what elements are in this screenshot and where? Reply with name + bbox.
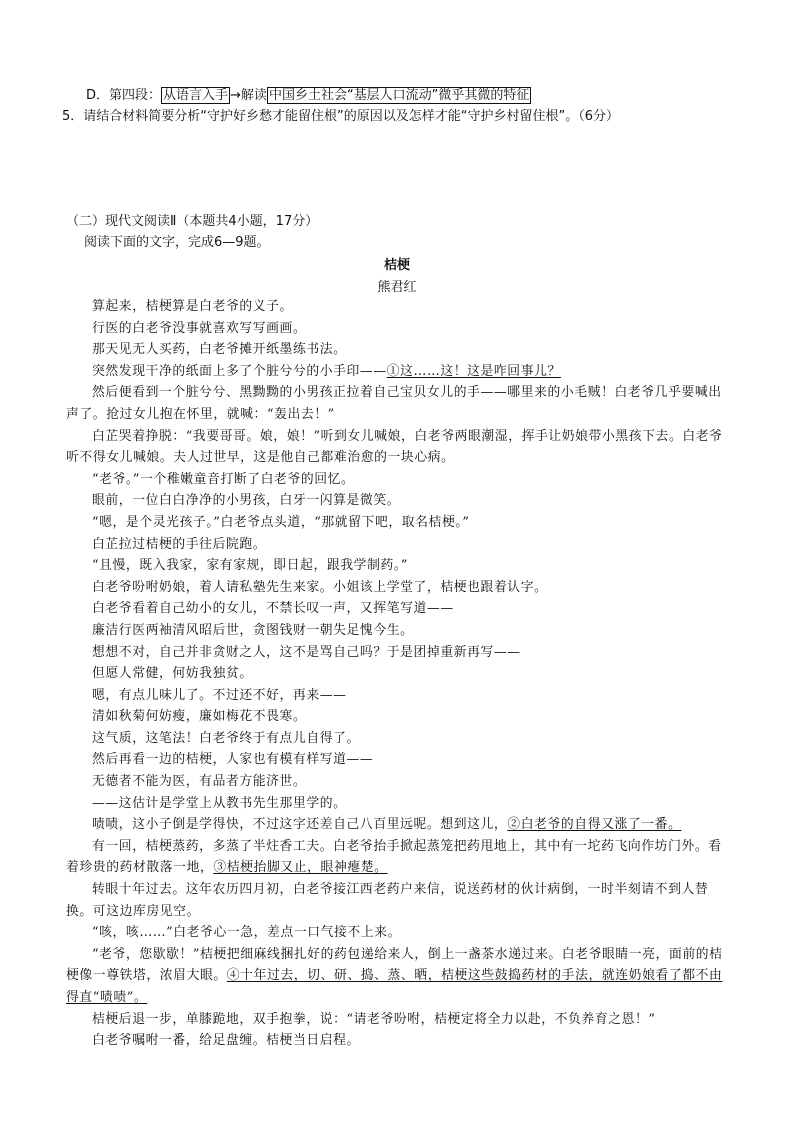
question-d-prefix: D．第四段： [86, 88, 162, 103]
paragraph: 清如秋菊何妨瘦，廉如梅花不畏寒。 [92, 709, 307, 725]
paragraph: 那天见无人买药，白老爷摊开纸墨练书法。 [92, 342, 347, 358]
question-d-boxed-phrase-1: 从语言入手 [163, 88, 229, 103]
paragraph: 然后便看到一个脏兮兮、黑黝黝的小男孩正拉着自己宝贝女儿的手——哪里来的小毛贼！白老爷几乎要喊出声了。抢过女儿抱在怀里，就喊：“轰出去！” [66, 385, 722, 422]
paragraph: 但愿人常健，何妨我独贫。 [92, 666, 253, 682]
story-title: 桔梗 [383, 258, 410, 273]
paragraph: “嗯，是个灵光孩子。”白老爷点头道，“那就留下吧，取名桔梗。” [92, 514, 470, 530]
paragraph [66, 944, 734, 1009]
paragraph-text: “老爷，您歇歇！”桔梗把细麻线捆扎好的药包递给来人，倒上一盏茶水递过来。白老爷眼睛一亮，面前的桔梗像一尊铁塔，浓眉大眼。 [66, 946, 723, 984]
paragraph: 白老爷看着自己幼小的女儿，不禁长叹一声，又挥笔写道—— [92, 601, 454, 617]
paragraph: 想想不对，自己并非贪财之人，这不是骂自己吗？于是团掉重新再写—— [92, 644, 521, 660]
paragraph: 廉洁行医两袖清风昭后世，贪图钱财一朝失足愧今生。 [92, 622, 414, 638]
story-author: 熊君红 [377, 280, 417, 295]
paragraph-text: 有一回，桔梗蒸药，多蒸了半炷香工夫。白老爷抬手掀起蒸笼把药甩地上，其中有一坨药飞向作坊门外。看着珍贵的药材散落一地， [66, 838, 722, 876]
paragraph [66, 814, 734, 836]
paragraph: 这气质，这笔法！白老爷终于有点儿自得了。 [92, 730, 360, 746]
paragraph: ——这估计是学堂上从教书先生那里学的。 [92, 795, 347, 811]
paragraph: 桔梗后退一步，单膝跪地，双手抱拳，说：“请老爷吩咐，桔梗定将全力以赴，不负养育之恩！” [92, 1011, 656, 1027]
question-d-boxed-phrase-2: 中国乡土社会“基层人口流动”微乎其微的特征 [268, 88, 530, 103]
paragraph: 行医的白老爷没事就喜欢写写画画。 [92, 320, 307, 336]
question-d [86, 86, 531, 106]
paragraph: 无德者不能为医，有品者方能济世。 [92, 774, 307, 790]
underlined-sentence-3: ③桔梗抬脚又止，眼神瘪楚。 [213, 860, 388, 876]
paragraph: “咳，咳……”白老爷心一急，差点一口气接不上来。 [92, 925, 402, 941]
paragraph: 嗯，有点儿味儿了。不过还不好，再来—— [92, 687, 347, 703]
paragraph: 白老爷嘱咐一番，给足盘缠。桔梗当日启程。 [92, 1033, 360, 1049]
story-body [66, 296, 734, 1052]
underlined-sentence-4: ④十年过去，切、研、捣、蒸、晒，桔梗这些鼓捣药材的手法，就连奶娘看了都不由得直“啧啧”。 [66, 968, 723, 1005]
paragraph [66, 836, 734, 879]
reading-instruction: 阅读下面的文字，完成6—9题。 [84, 235, 270, 250]
paragraph: 算起来，桔梗算是白老爷的义子。 [92, 299, 293, 314]
question-5: 5．请结合材料简要分析“守护好乡愁才能留住根”的原因以及怎样才能“守护乡村留住根”。（6分） [62, 109, 619, 124]
paragraph: 白芷哭着挣脱：“我要哥哥。娘，娘！”听到女儿喊娘，白老爷两眼潮湿，挥手让奶娘带小黑孩下去。白老爷听不得女儿喊娘。夫人过世早，这是他自己都难治愈的一块心病。 [66, 428, 723, 466]
paragraph: 白芷拉过桔梗的手往后院跑。 [92, 536, 267, 552]
underlined-sentence-1: ①这……这！这是咋回事儿？ [386, 363, 561, 379]
paragraph: 白老爷吩咐奶娘，着人请私塾先生来家。小姐该上学堂了，桔梗也跟着认字。 [92, 579, 548, 595]
paragraph: 眼前，一位白白净净的小男孩，白牙一闪算是微笑。 [92, 493, 401, 509]
paragraph-text: 突然发现干净的纸面上多了个脏兮兮的小手印—— [92, 363, 387, 379]
section-heading: （二）现代文阅读Ⅱ（本题共4小题，17分） [66, 214, 319, 229]
underlined-sentence-2: ②白老爷的自得又涨了一番。 [507, 817, 682, 833]
paragraph: 然后再看一边的桔梗，人家也有模有样写道—— [92, 752, 374, 768]
paragraph-text: 啧啧，这小子倒是学得快，不过这字还差自己八百里远呢。想到这儿， [92, 817, 508, 833]
paragraph: 转眼十年过去。这年农历四月初，白老爷接江西老药户来信，说送药材的伙计病倒，一时半刻请不到人替换。可这边库房见空。 [66, 882, 709, 919]
paragraph: “老爷。”一个稚嫩童音打断了白老爷的回忆。 [92, 471, 355, 487]
question-d-arrow: →解读 [230, 88, 267, 103]
paragraph: “且慢，既入我家，家有家规，即日起，跟我学制药。” [92, 558, 409, 574]
paragraph [66, 361, 734, 383]
